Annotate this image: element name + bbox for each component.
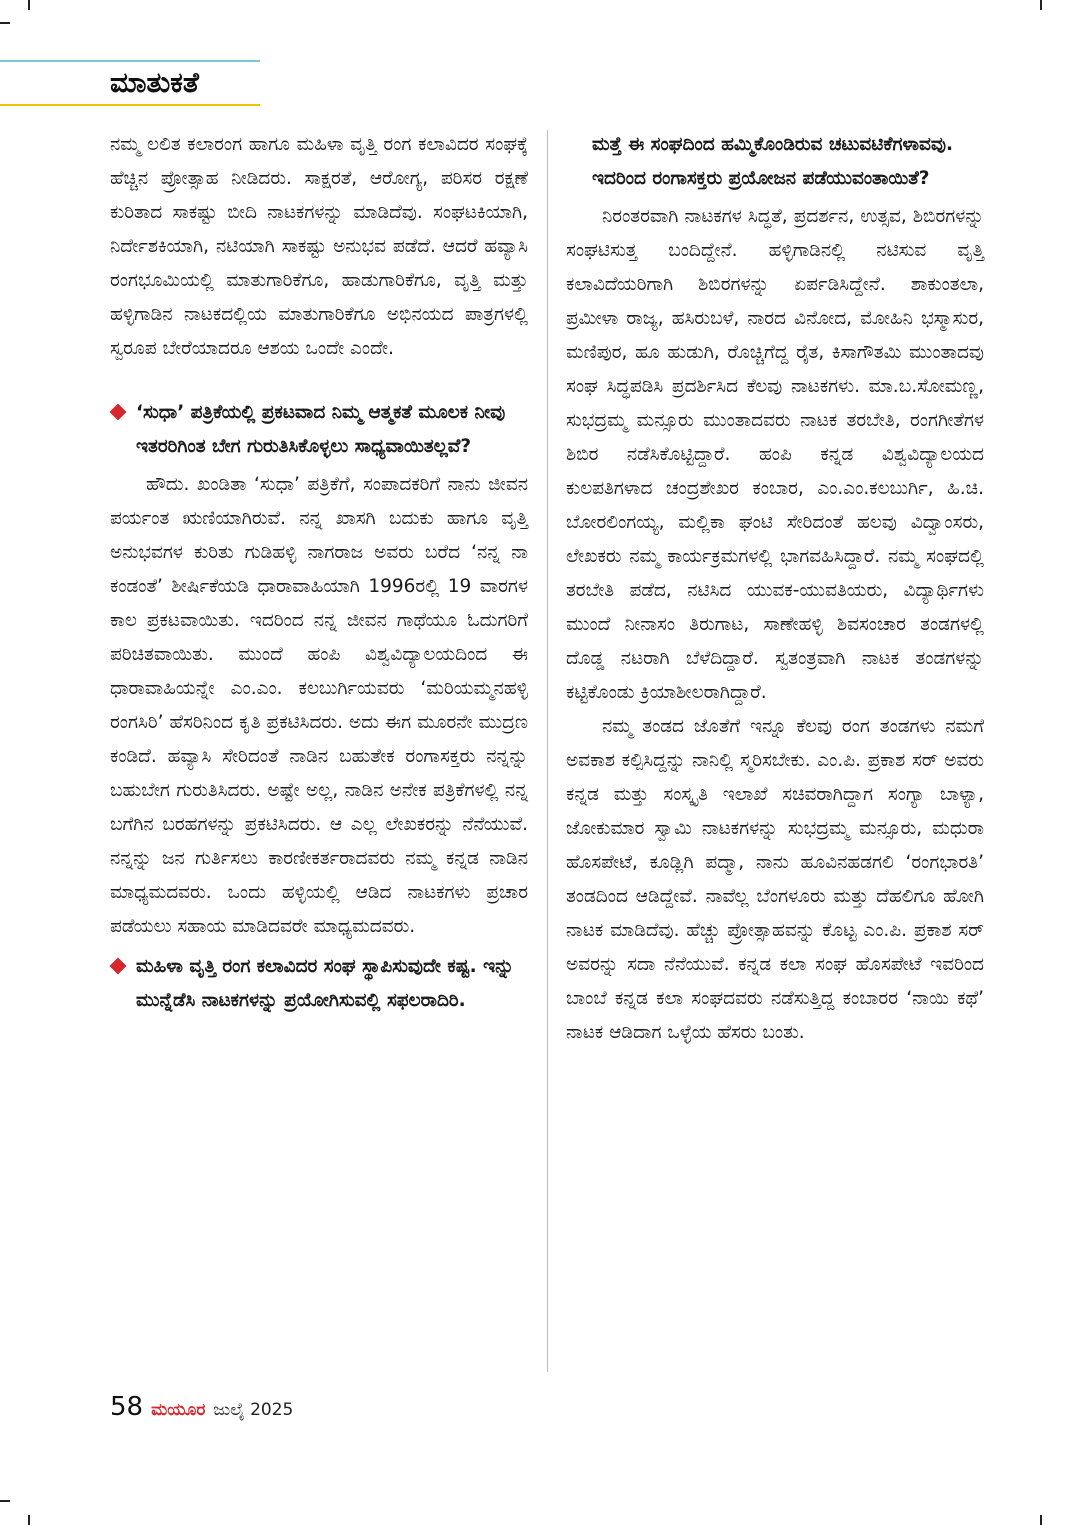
- issue-date: ಜುಲೈ 2025: [213, 1400, 294, 1420]
- crop-mark: [1040, 0, 1042, 10]
- bullet-diamond-icon: [110, 958, 127, 975]
- paragraph: ನಿರಂತರವಾಗಿ ನಾಟಕಗಳ ಸಿದ್ಧತೆ, ಪ್ರದರ್ಶನ, ಉತ್ಸವ, ಶಿಬಿರಗಳನ್ನು ಸಂಘಟಿಸುತ್ತ ಬಂದಿದ್ದೇನೆ. ಹಳ್ಳಿಗಾಡಿನಲ್ಲಿ ನಟಿಸುವ ವೃತ್ತಿ ಕಲಾವಿದೆಯರಿಗಾಗಿ ಶಿಬಿರಗಳನ್ನು ಏರ್ಪಡಿಸಿದ್ದೇನೆ. ಶಾಕುಂತಲಾ, ಪ್ರಮೀಳಾ ರಾಜ್ಯ, ಹಸಿರುಬಳೆ, ನಾರದ ವಿನೋದ, ಮೋಹಿನಿ ಭಸ್ಮಾಸುರ, ಮಣಿಪುರ, ಹೂ ಹುಡುಗಿ, ರೊಚ್ಚಿಗೆದ್ದ ರೈತ, ಕಿಸಾಗೌತಮಿ ಮುಂತಾದವು ಸಂಘ ಸಿದ್ಧಪಡಿಸಿ ಪ್ರದರ್ಶಿಸಿದ ಕೆಲವು ನಾಟಕಗಳು. ಮಾ.ಬ.ಸೋಮಣ್ಣ, ಸುಭದ್ರಮ್ಮ ಮನ್ಸೂರು ಮುಂತಾದವರು ನಾಟಕ ತರಬೇತಿ, ರಂಗಗೀತೆಗಳ ಶಿಬಿರ ನಡೆಸಿಕೊಟ್ಟಿದ್ದಾರೆ. ಹಂಪಿ ಕನ್ನಡ ವಿಶ್ವವಿದ್ಯಾಲಯದ ಕುಲಪತಿಗಳಾದ ಚಂದ್ರಶೇಖರ ಕಂಬಾರ, ಎಂ.ಎಂ.ಕಲಬುರ್ಗಿ, ಹಿ.ಚಿ. ಬೋರಲಿಂಗಯ್ಯ, ಮಲ್ಲಿಕಾ ಘಂಟಿ ಸೇರಿದಂತೆ ಹಲವು ವಿದ್ವಾಂಸರು, ಲೇಖಕರು ನಮ್ಮ ಕಾರ್ಯಕ್ರಮಗಳಲ್ಲಿ ಭಾಗವಹಿಸಿದ್ದಾರೆ. ನಮ್ಮ ಸಂಘದಲ್ಲಿ ತರಬೇತಿ ಪಡೆದ, ನಟಿಸಿದ ಯುವಕ-ಯುವತಿಯರು, ವಿದ್ಯಾರ್ಥಿಗಳು ಮುಂದೆ ನೀನಾಸಂ ತಿರುಗಾಟ, ಸಾಣೇಹಳ್ಳಿ ಶಿವಸಂಚಾರ ತಂಡಗಳಲ್ಲಿ ದೊಡ್ಡ ನಟರಾಗಿ ಬೆಳೆದಿದ್ದಾರೆ. ಸ್ವತಂತ್ರವಾಗಿ ನಾಟಕ ತಂಡಗಳನ್ನು ಕಟ್ಟಿಕೊಂಡು ಕ್ರಿಯಾಶೀಲರಾಗಿದ್ದಾರೆ.: [566, 206, 984, 703]
- question: [110, 396, 528, 464]
- paragraph: ಹೌದು. ಖಂಡಿತಾ ‘ಸುಧಾ’ ಪತ್ರಿಕೆಗೆ, ಸಂಪಾದಕರಿಗೆ ನಾನು ಜೀವನ ಪರ್ಯಂತ ಋಣಿಯಾಗಿರುವೆ. ನನ್ನ ಖಾಸಗಿ ಬದುಕು ಹಾಗೂ ವೃತ್ತಿ ಅನುಭವಗಳ ಕುರಿತು ಗುಡಿಹಳ್ಳಿ ನಾಗರಾಜ ಅವರು ಬರೆದ ‘ನನ್ನ ನಾ ಕಂಡಂತೆ’ ಶೀರ್ಷಿಕೆಯಡಿ ಧಾರಾವಾಹಿಯಾಗಿ 1996ರಲ್ಲಿ 19 ವಾರಗಳ ಕಾಲ ಪ್ರಕಟವಾಯಿತು. ಇದರಿಂದ ನನ್ನ ಜೀವನ ಗಾಥೆಯೂ ಓದುಗರಿಗೆ ಪರಿಚಿತವಾಯಿತು. ಮುಂದೆ ಹಂಪಿ ವಿಶ್ವವಿದ್ಯಾಲಯದಿಂದ ಈ ಧಾರಾವಾಹಿಯನ್ನೇ ಎಂ.ಎಂ. ಕಲಬುರ್ಗಿಯವರು ‘ಮರಿಯಮ್ಮನಹಳ್ಳಿ ರಂಗಸಿರಿ’ ಹೆಸರಿನಿಂದ ಕೃತಿ ಪ್ರಕಟಿಸಿದರು. ಅದು ಈಗ ಮೂರನೇ ಮುದ್ರಣ ಕಂಡಿದೆ. ಹವ್ಯಾಸಿ ಸೇರಿದಂತೆ ನಾಡಿನ ಬಹುತೇಕ ರಂಗಾಸಕ್ತರು ನನ್ನನ್ನು ಬಹುಬೇಗ ಗುರುತಿಸಿದರು. ಅಷ್ಟೇ ಅಲ್ಲ, ನಾಡಿನ ಅನೇಕ ಪತ್ರಿಕೆಗಳಲ್ಲಿ ನನ್ನ ಬಗೆಗಿನ ಬರಹಗಳನ್ನು ಪ್ರಕಟಿಸಿದರು. ಆ ಎಲ್ಲ ಲೇಖಕರನ್ನು ನೆನೆಯುವೆ. ನನ್ನನ್ನು ಜನ ಗುರ್ತಿಸಲು ಕಾರಣೀಕರ್ತರಾದವರು ನಮ್ಮ ಕನ್ನಡ ನಾಡಿನ ಮಾಧ್ಯಮದವರು. ಒಂದು ಹಳ್ಳಿಯಲ್ಲಿ ಆಡಿದ ನಾಟಕಗಳು ಪ್ರಚಾರ ಪಡೆಯಲು ಸಹಾಯ ಮಾಡಿದವರೇ ಮಾಧ್ಯಮದವರು.: [110, 474, 528, 937]
- question-text: ಮಹಿಳಾ ವೃತ್ತಿ ರಂಗ ಕಲಾವಿದರ ಸಂಘ ಸ್ಥಾಪಿಸುವುದೇ ಕಷ್ಟ. ಇನ್ನು ಮುನ್ನೆಡೆಸಿ ನಾಟಕಗಳನ್ನು ಪ್ರಯೋಗಿಸುವಲ್ಲಿ ಸಫಲರಾದಿರಿ.: [136, 956, 514, 1011]
- bullet-diamond-icon: [110, 404, 127, 421]
- crop-mark: [1040, 1515, 1042, 1525]
- page-number: 58: [110, 1392, 144, 1422]
- question-text: ಮತ್ತೆ ಈ ಸಂಘದಿಂದ ಹಮ್ಮಿಕೊಂಡಿರುವ ಚಟುವಟಿಕೆಗಳಾವವು. ಇದರಿಂದ ರಂಗಾಸಕ್ತರು ಪ್ರಯೋಜನ ಪಡೆಯುವಂತಾಯಿತೆ?: [592, 134, 954, 189]
- left-column: [110, 128, 528, 1022]
- crop-mark: [0, 1500, 10, 1502]
- section-title: ಮಾತುಕತೆ: [110, 66, 199, 99]
- paragraph: ನಮ್ಮ ಲಲಿತ ಕಲಾರಂಗ ಹಾಗೂ ಮಹಿಳಾ ವೃತ್ತಿ ರಂಗ ಕಲಾವಿದರ ಸಂಘಕ್ಕೆ ಹೆಚ್ಚಿನ ಪ್ರೋತ್ಸಾಹ ನೀಡಿದರು. ಸಾಕ್ಷರತೆ, ಆರೋಗ್ಯ, ಪರಿಸರ ರಕ್ಷಣೆ ಕುರಿತಾದ ಸಾಕಷ್ಟು ಬೀದಿ ನಾಟಕಗಳನ್ನು ಮಾಡಿದೆವು. ಸಂಘಟಕಿಯಾಗಿ, ನಿರ್ದೇಶಕಿಯಾಗಿ, ನಟಿಯಾಗಿ ಸಾಕಷ್ಟು ಅನುಭವ ಪಡೆದೆ. ಆದರೆ ಹವ್ಯಾಸಿ ರಂಗಭೂಮಿಯಲ್ಲಿ ಮಾತುಗಾರಿಕೆಗೂ, ಹಾಡುಗಾರಿಕೆಗೂ, ವೃತ್ತಿ ಮತ್ತು ಹಳ್ಳಿಗಾಡಿನ ನಾಟಕದಲ್ಲಿಯ ಮಾತುಗಾರಿಕೆಗೂ ಅಭಿನಯದ ಪಾತ್ರಗಳಲ್ಲಿ ಸ್ವರೂಪ ಬೇರೆಯಾದರೂ ಆಶಯ ಒಂದೇ ಎಂದೇ.: [110, 134, 528, 359]
- paragraph: ನಮ್ಮ ತಂಡದ ಜೊತೆಗೆ ಇನ್ನೂ ಕೆಲವು ರಂಗ ತಂಡಗಳು ನಮಗೆ ಅವಕಾಶ ಕಲ್ಪಿಸಿದ್ದನ್ನು ನಾನಿಲ್ಲಿ ಸ್ಮರಿಸಬೇಕು. ಎಂ.ಪಿ. ಪ್ರಕಾಶ ಸರ್ ಅವರು ಕನ್ನಡ ಮತ್ತು ಸಂಸ್ಕೃತಿ ಇಲಾಖೆ ಸಚಿವರಾಗಿದ್ದಾಗ ಸಂಗ್ಯಾ ಬಾಳ್ಯಾ, ಜೋಕುಮಾರ ಸ್ವಾಮಿ ನಾಟಕಗಳನ್ನು ಸುಭದ್ರಮ್ಮ ಮನ್ಸೂರು, ಮಧುರಾ ಹೊಸಪೇಟೆ, ಕೂಡ್ಲಿಗಿ ಪದ್ಮಾ, ನಾನು ಹೂವಿನಹಡಗಲಿ ‘ರಂಗಭಾರತಿ’ ತಂಡದಿಂದ ಆಡಿದ್ದೇವೆ. ನಾವೆಲ್ಲ ಬೆಂಗಳೂರು ಮತ್ತು ದೆಹಲಿಗೂ ಹೋಗಿ ನಾಟಕ ಮಾಡಿದೆವು. ಹೆಚ್ಚು ಪ್ರೋತ್ಸಾಹವನ್ನು ಕೊಟ್ಟ ಎಂ.ಪಿ. ಪ್ರಕಾಶ ಸರ್ ಅವರನ್ನು ಸದಾ ನೆನೆಯುವೆ. ಕನ್ನಡ ಕಲಾ ಸಂಘ ಹೊಸಪೇಟೆ ಇವರಿಂದ ಬಾಂಬೆ ಕನ್ನಡ ಕಲಾ ಸಂಘದವರು ನಡೆಸುತ್ತಿದ್ದ ಕಂಬಾರರ ‘ನಾಯಿ ಕಥೆ’ ನಾಟಕ ಆಡಿದಾಗ ಒಳ್ಳೆಯ ಹೆಸರು ಬಂತು.: [566, 716, 984, 1043]
- crop-mark: [28, 1515, 30, 1525]
- header-rule-top: [0, 60, 260, 62]
- magazine-logo: ಮಯೂರ: [151, 1400, 206, 1420]
- crop-mark: [28, 0, 30, 10]
- page-footer: [110, 1392, 293, 1422]
- question-text: ‘ಸುಧಾ’ ಪತ್ರಿಕೆಯಲ್ಲಿ ಪ್ರಕಟವಾದ ನಿಮ್ಮ ಆತ್ಮಕತೆ ಮೂಲಕ ನೀವು ಇತರರಿಗಿಂತ ಬೇಗ ಗುರುತಿಸಿಕೊಳ್ಳಲು ಸಾಧ್ಯವಾಯಿತಲ್ಲವೆ?: [136, 402, 506, 457]
- question: [110, 950, 528, 1018]
- column-divider: [547, 130, 548, 1372]
- question-continued: [566, 128, 984, 196]
- crop-mark: [0, 22, 10, 24]
- header-rule-bottom: [0, 104, 260, 106]
- right-column: [566, 128, 984, 1050]
